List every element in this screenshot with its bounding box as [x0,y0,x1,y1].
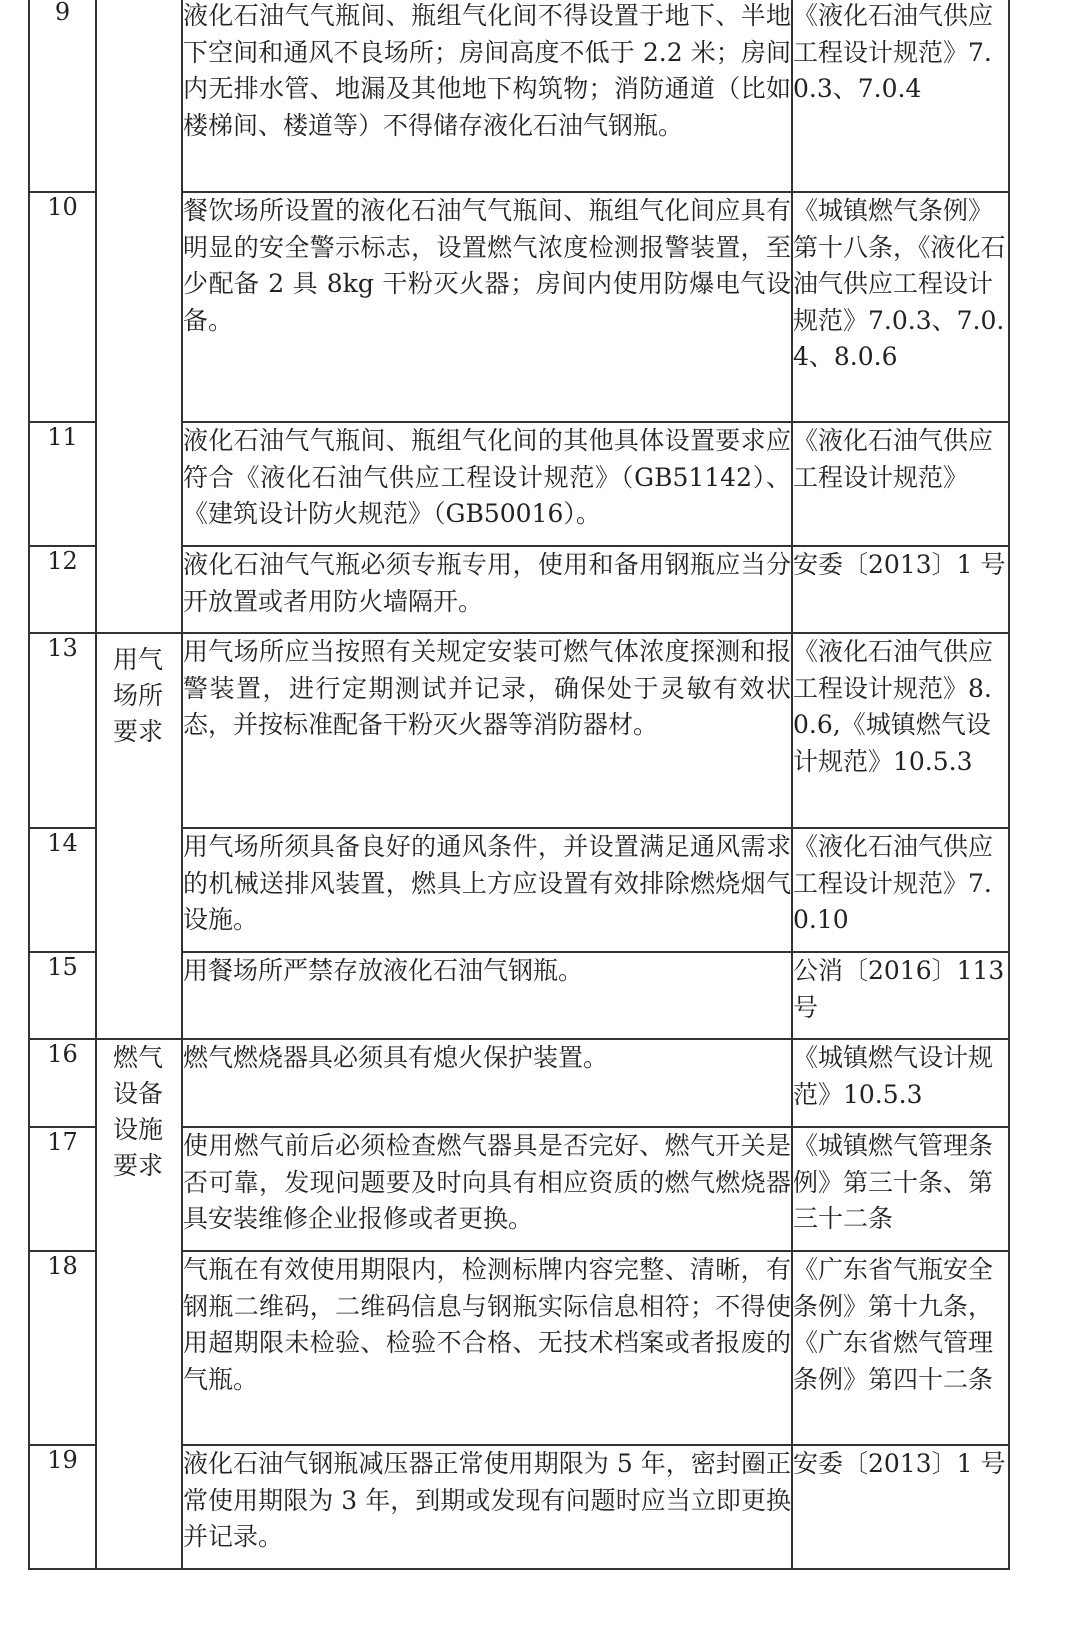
source-reference: 公消〔2016〕113 号 [792,952,1009,1039]
row-number: 19 [29,1445,96,1569]
requirement-text: 用气场所应当按照有关规定安装可燃气体浓度探测和报警装置，进行定期测试并记录，确保处于灵敏有效状态，并按标准配备干粉灭火器等消防器材。 [182,633,792,828]
regulation-table [28,0,1010,1570]
requirement-text: 液化石油气气瓶间、瓶组气化间不得设置于地下、半地下空间和通风不良场所；房间高度不低于 2.2 米；房间内无排水管、地漏及其他地下构筑物；消防通道（比如楼梯间、楼道等）不得储存液化石油气钢瓶。 [182,0,792,192]
row-number: 15 [29,952,96,1039]
category-cell-empty [96,0,182,633]
table-row [29,633,1009,828]
requirement-text: 使用燃气前后必须检查燃气器具是否完好、燃气开关是否可靠，发现问题要及时向具有相应资质的燃气燃烧器具安装维修企业报修或者更换。 [182,1127,792,1251]
source-reference: 《广东省气瓶安全条例》第十九条，《广东省燃气管理条例》第四十二条 [792,1251,1009,1445]
requirement-text: 液化石油气气瓶必须专瓶专用，使用和备用钢瓶应当分开放置或者用防火墙隔开。 [182,546,792,633]
category-equipment [96,1039,182,1569]
row-number: 13 [29,633,96,828]
row-number: 16 [29,1039,96,1127]
source-reference: 《城镇燃气设计规范》10.5.3 [792,1039,1009,1127]
row-number: 12 [29,546,96,633]
row-number: 14 [29,828,96,952]
requirement-text: 液化石油气钢瓶减压器正常使用期限为 5 年，密封圈正常使用期限为 3 年，到期或发现有问题时应当立即更换并记录。 [182,1445,792,1569]
requirement-text: 用气场所须具备良好的通风条件，并设置满足通风需求的机械送排风装置，燃具上方应设置有效排除燃烧烟气设施。 [182,828,792,952]
requirement-text: 气瓶在有效使用期限内，检测标牌内容完整、清晰，有钢瓶二维码，二维码信息与钢瓶实际信息相符；不得使用超期限未检验、检验不合格、无技术档案或者报废的气瓶。 [182,1251,792,1445]
category-label: 用气场所要求 [113,645,164,746]
source-reference: 安委〔2013〕1 号 [792,546,1009,633]
row-number: 11 [29,422,96,546]
category-venue [96,633,182,1039]
requirement-text: 燃气燃烧器具必须具有熄火保护装置。 [182,1039,792,1127]
source-reference: 安委〔2013〕1 号 [792,1445,1009,1569]
table-row [29,0,1009,192]
row-number: 17 [29,1127,96,1251]
source-reference: 《城镇燃气条例》第十八条，《液化石油气供应工程设计规范》7.0.3、7.0.4、8.0.6 [792,192,1009,422]
requirement-text: 用餐场所严禁存放液化石油气钢瓶。 [182,952,792,1039]
source-reference: 《液化石油气供应工程设计规范》8.0.6,《城镇燃气设计规范》10.5.3 [792,633,1009,828]
row-number: 18 [29,1251,96,1445]
source-reference: 《液化石油气供应工程设计规范》7.0.3、7.0.4 [792,0,1009,192]
source-reference: 《液化石油气供应工程设计规范》7.0.10 [792,828,1009,952]
category-label: 燃气设备设施要求 [113,1043,164,1180]
row-number: 9 [29,0,96,192]
requirement-text: 液化石油气气瓶间、瓶组气化间的其他具体设置要求应符合《液化石油气供应工程设计规范》（GB51142）、《建筑设计防火规范》（GB50016）。 [182,422,792,546]
source-reference: 《城镇燃气管理条例》第三十条、第三十二条 [792,1127,1009,1251]
requirement-text: 餐饮场所设置的液化石油气气瓶间、瓶组气化间应具有明显的安全警示标志，设置燃气浓度检测报警装置，至少配备 2 具 8kg 干粉灭火器；房间内使用防爆电气设备。 [182,192,792,422]
row-number: 10 [29,192,96,422]
table-row [29,1039,1009,1127]
source-reference: 《液化石油气供应工程设计规范》 [792,422,1009,546]
